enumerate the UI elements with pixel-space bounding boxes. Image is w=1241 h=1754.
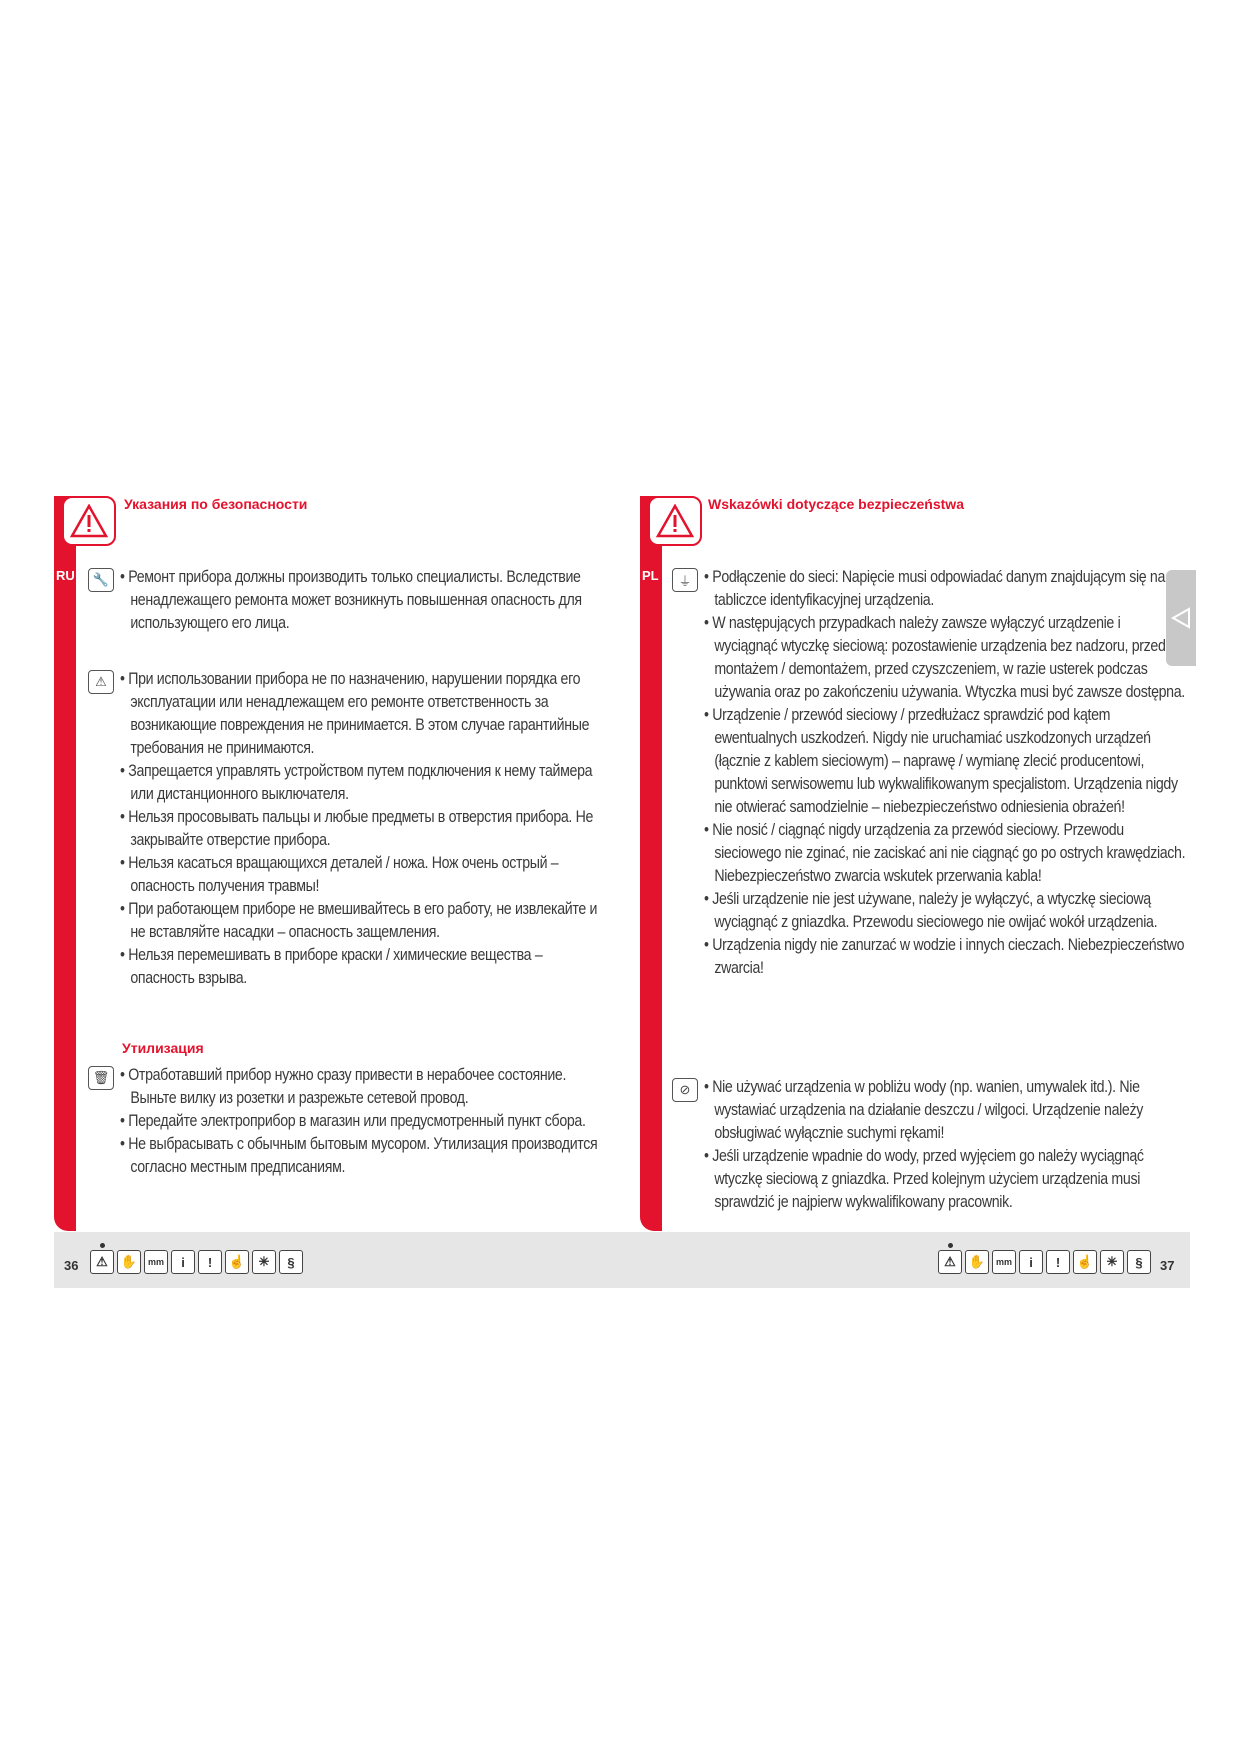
footer-star-icon[interactable]: ✳ — [252, 1250, 276, 1274]
triangle-nav-icon — [1171, 607, 1191, 629]
footer-paragraph-icon[interactable]: § — [279, 1250, 303, 1274]
warning-triangle-icon — [656, 504, 694, 538]
left-heading: Указания по безопасности — [124, 496, 308, 512]
footer-bar — [54, 1232, 1190, 1288]
warning-small-icon: ⚠ — [88, 670, 114, 694]
right-para-power — [704, 566, 1186, 980]
right-para-water — [704, 1076, 1186, 1214]
left-para-repair — [120, 566, 602, 635]
plug-icon: ⏚ — [672, 568, 698, 592]
list-item: • W następujących przypadkach należy zawsze wyłączyć urządzenie i wyciągnąć wtyczkę sieciową: pozostawienie urządzenia bez nadzoru, przed montażem / demontażem, przed czyszczeniem, w razie usterek podczas używania oraz po zakończeniu używania. Wtyczka musi być zawsze dostępna. — [704, 612, 1186, 704]
footer-paragraph-icon[interactable]: § — [1127, 1250, 1151, 1274]
list-item: • Отработавший прибор нужно сразу привести в нерабочее состояние. Выньте вилку из розетки и разрежьте сетевой провод. — [120, 1064, 602, 1110]
list-item: • Podłączenie do sieci: Napięcie musi odpowiadać danym znajdującym się na tabliczce identyfikacyjnej urządzenia. — [704, 566, 1186, 612]
footer-touch-icon[interactable]: ☝ — [1073, 1250, 1097, 1274]
side-tab[interactable] — [1166, 570, 1196, 666]
right-warning-badge — [648, 496, 702, 546]
list-item: • Нельзя перемешивать в приборе краски / химические вещества – опасность взрыва. — [120, 944, 602, 990]
left-footer-icons — [90, 1250, 303, 1274]
list-item: • Urządzenie / przewód sieciowy / przedłużacz sprawdzić pod kątem ewentualnych uszkodzeń. Nigdy nie uruchamiać uszkodzonych urządzeń (łącznie z kablem sieciowym) – naprawę / wymianę zlecić producentowi, punktowi serwisowemu lub wykwalifikowanym specjalistom. Urządzenia nigdy nie otwierać samodzielnie – niebezpieczeństwo odniesienia obrażeń! — [704, 704, 1186, 819]
disposal-heading: Утилизация — [122, 1040, 204, 1056]
list-item: • Nie używać urządzenia w pobliżu wody (np. wanien, umywalek itd.). Nie wystawiać urządzenia na działanie deszczu / wilgoci. Urządzenie należy obsługiwać wyłącznie suchymi rękami! — [704, 1076, 1186, 1145]
right-lang-label: PL — [642, 568, 659, 583]
footer-touch-icon[interactable]: ☝ — [225, 1250, 249, 1274]
list-item: • Нельзя касаться вращающихся деталей / ножа. Нож очень острый – опасность получения травмы! — [120, 852, 602, 898]
list-item: • Нельзя просовывать пальцы и любые предметы в отверстия прибора. Не закрывайте отверстие прибора. — [120, 806, 602, 852]
right-footer-icons — [938, 1250, 1151, 1274]
footer-info-icon[interactable]: i — [171, 1250, 195, 1274]
footer-dimensions-icon[interactable]: mm — [992, 1250, 1016, 1274]
left-page-number: 36 — [64, 1258, 79, 1273]
wrench-icon: 🔧 — [88, 568, 114, 592]
left-para-disposal — [120, 1064, 602, 1179]
footer-hand-icon[interactable]: ✋ — [117, 1250, 141, 1274]
footer-dimensions-icon[interactable]: mm — [144, 1250, 168, 1274]
list-item: • Nie nosić / ciągnąć nigdy urządzenia za przewód sieciowy. Przewodu sieciowego nie zginać, nie zaciskać ani nie ciągnąć go po ostrych krawędziach. Niebezpieczeństwo zwarcia wskutek przerwania kabla! — [704, 819, 1186, 888]
footer-warning-icon[interactable]: ⚠ — [938, 1250, 962, 1274]
right-page-number: 37 — [1160, 1258, 1175, 1273]
footer-exclamation-icon[interactable]: ! — [198, 1250, 222, 1274]
list-item: • При использовании прибора не по назначению, нарушении порядка его эксплуатации или ненадлежащем его ремонте ответственность за возникающие повреждения не принимается. В этом случае гарантийные требования не принимаются. — [120, 668, 602, 760]
footer-warning-icon[interactable]: ⚠ — [90, 1250, 114, 1274]
footer-info-icon[interactable]: i — [1019, 1250, 1043, 1274]
left-warning-badge — [62, 496, 116, 546]
bin-icon: 🗑 — [88, 1066, 114, 1090]
footer-hand-icon[interactable]: ✋ — [965, 1250, 989, 1274]
right-heading: Wskazówki dotyczące bezpieczeństwa — [708, 496, 964, 512]
list-item: • Jeśli urządzenie nie jest używane, należy je wyłączyć, a wtyczkę sieciową wyciągnąć z gniazdka. Przewodu sieciowego nie owijać wokół urządzenia. — [704, 888, 1186, 934]
footer-exclamation-icon[interactable]: ! — [1046, 1250, 1070, 1274]
no-water-icon: ⊘ — [672, 1078, 698, 1102]
warning-triangle-icon — [70, 504, 108, 538]
left-lang-label: RU — [56, 568, 75, 583]
right-red-margin — [640, 496, 662, 1231]
list-item: • Urządzenia nigdy nie zanurzać w wodzie i innych cieczach. Niebezpieczeństwo zwarcia! — [704, 934, 1186, 980]
list-item: • Ремонт прибора должны производить только специалисты. Вследствие ненадлежащего ремонта может возникнуть повышенная опасность для использующего его лица. — [120, 566, 602, 635]
left-para-usage — [120, 668, 602, 990]
list-item: • При работающем приборе не вмешивайтесь в его работу, не извлекайте и не вставляйте насадки – опасность защемления. — [120, 898, 602, 944]
footer-star-icon[interactable]: ✳ — [1100, 1250, 1124, 1274]
list-item: • Передайте электроприбор в магазин или предусмотренный пункт сбора. — [120, 1110, 602, 1133]
list-item: • Не выбрасывать с обычным бытовым мусором. Утилизация производится согласно местным предписаниям. — [120, 1133, 602, 1179]
list-item: • Запрещается управлять устройством путем подключения к нему таймера или дистанционного выключателя. — [120, 760, 602, 806]
list-item: • Jeśli urządzenie wpadnie do wody, przed wyjęciem go należy wyciągnąć wtyczkę sieciową z gniazdka. Przed kolejnym użyciem urządzenia musi sprawdzić je najpierw wykwalifikowany pracownik. — [704, 1145, 1186, 1214]
left-red-margin — [54, 496, 76, 1231]
manual-spread — [54, 496, 1190, 1296]
